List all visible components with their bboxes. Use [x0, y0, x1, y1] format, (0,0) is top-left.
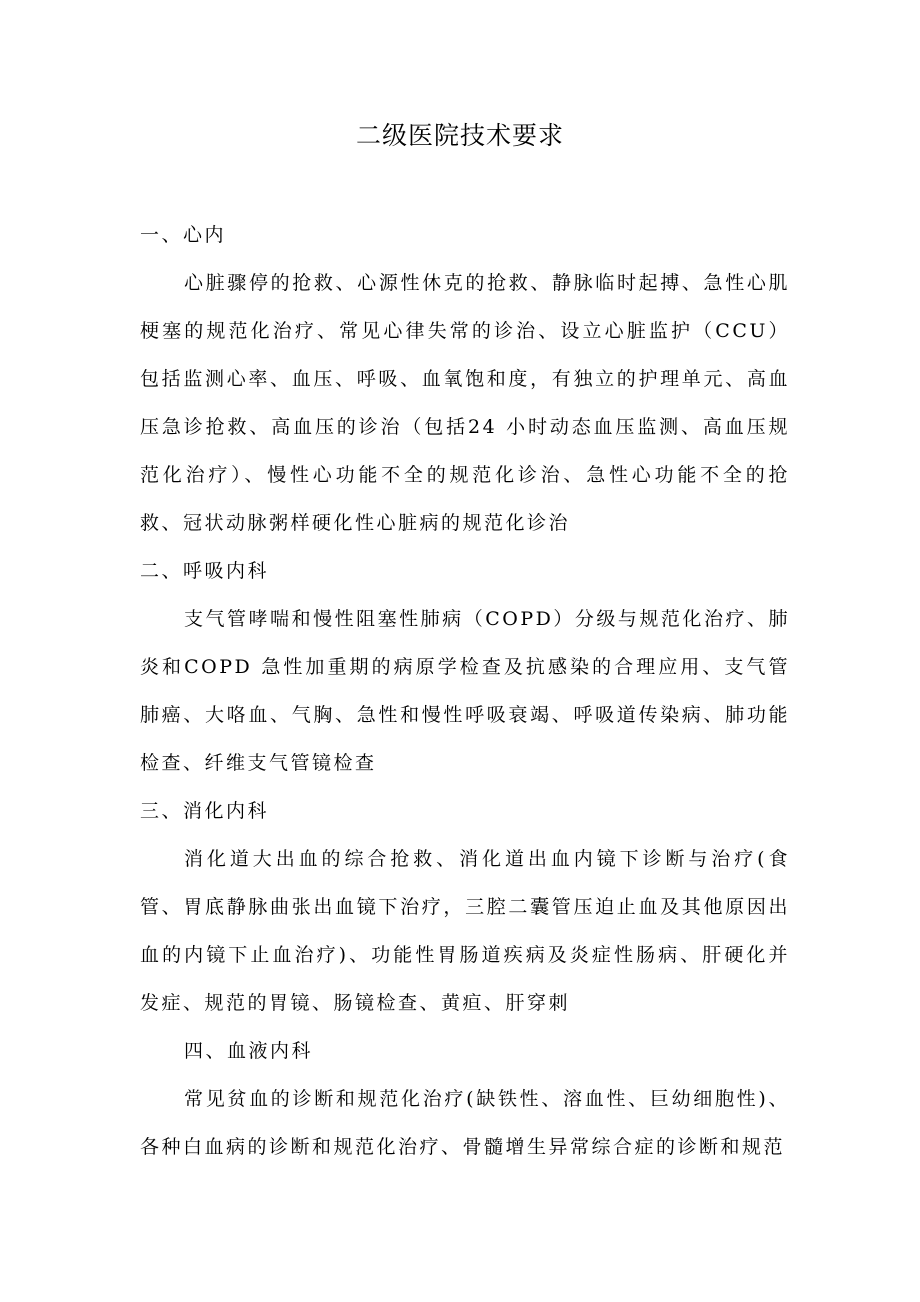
section-heading-respiratory: 二、呼吸内科: [140, 560, 270, 582]
document-body: [140, 211, 790, 1171]
section-text-hematology: 常见贫血的诊断和规范化治疗(缺铁性、溶血性、巨幼细胞性)、各种白血病的诊断和规范化治疗、骨髓增生异常综合症的诊断和规范: [140, 1088, 790, 1158]
section-text-respiratory: 支气管哮喘和慢性阻塞性肺病（COPD）分级与规范化治疗、肺炎和COPD 急性加重期的病原学检查及抗感染的合理应用、支气管肺癌、大咯血、气胸、急性和慢性呼吸衰竭、呼吸道传染病、肺功能检查、纤维支气管镜检查: [140, 608, 790, 774]
section-heading-cardiology: 一、心内: [140, 224, 227, 246]
section-heading-hematology: 四、血液内科: [184, 1040, 314, 1062]
document-title: 二级医院技术要求: [355, 121, 564, 150]
section-text-gastroenterology: 消化道大出血的综合抢救、消化道出血内镜下诊断与治疗(食管、胃底静脉曲张出血镜下治疗，三腔二囊管压迫止血及其他原因出血的内镜下止血治疗)、功能性胃肠道疾病及炎症性肠病、肝硬化并发症、规范的胃镜、肠镜检查、黄疸、肝穿刺: [140, 848, 790, 1014]
section-heading-gastroenterology: 三、消化内科: [140, 800, 270, 822]
section-text-cardiology: 心脏骤停的抢救、心源性休克的抢救、静脉临时起搏、急性心肌梗塞的规范化治疗、常见心律失常的诊治、设立心脏监护（CCU）包括监测心率、血压、呼吸、血氧饱和度，有独立的护理单元、高血压急诊抢救、高血压的诊治（包括24 小时动态血压监测、高血压规范化治疗）、慢性心功能不全的规范化诊治、急性心功能不全的抢救、冠状动脉粥样硬化性心脏病的规范化诊治: [140, 272, 790, 534]
